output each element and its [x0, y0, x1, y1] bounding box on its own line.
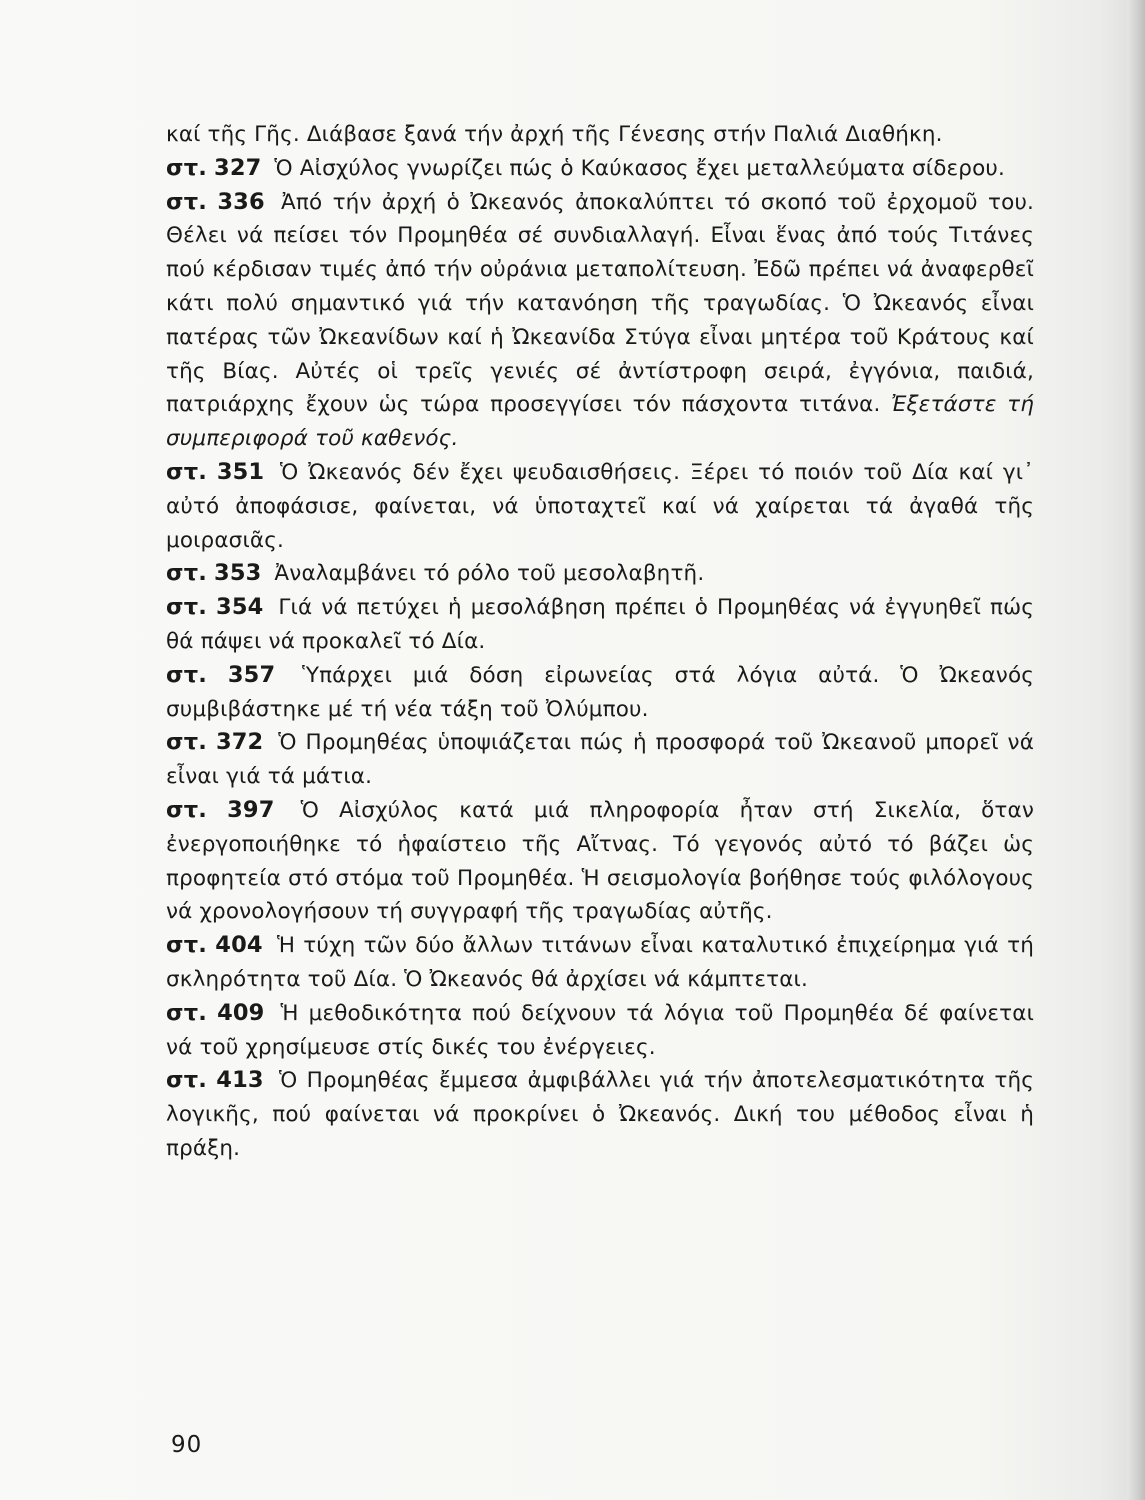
paragraph-text: Ὑπάρχει μιά δόση εἰρωνείας στά λόγια αὐτά. Ὁ Ὠκεανός συμβιβάστηκε μέ τή νέα τάξη τοῦ Ὀλύμπου. [166, 662, 1035, 722]
verse-number: 351 [216, 458, 265, 485]
verse-abbrev: στ. [166, 188, 208, 215]
paragraph-text: Ὁ Προμηθέας ὑποψιάζεται πώς ἡ προσφορά τοῦ Ὠκεανοῦ μπορεῖ νά εἶναι γιά τά μάτια. [166, 730, 1035, 790]
verse-abbrev: στ. [166, 594, 208, 621]
verse-number: 409 [217, 999, 265, 1026]
paragraph-verse-353 [166, 557, 1034, 591]
paragraph-text: Γιά νά πετύχει ἡ μεσολάβηση πρέπει ὁ Προμηθέας νά ἐγγυηθεῖ πώς θά πάψει νά προκαλεῖ τό Δία. [166, 595, 1035, 654]
paragraph-verse-409 [166, 997, 1034, 1065]
verse-abbrev: στ. [166, 932, 208, 959]
verse-number: 397 [227, 796, 275, 823]
verse-abbrev: στ. [166, 560, 208, 587]
verse-number: 336 [217, 188, 265, 215]
page-number: 90 [171, 1432, 203, 1458]
verse-number: 354 [216, 594, 264, 621]
paragraph-text: Ἀπό τήν ἀρχή ὁ Ὠκεανός ἀποκαλύπτει τό σκοπό τοῦ ἐρχομοῦ του. Θέλει νά πείσει τόν Προμηθέα σέ συνδιαλλαγή. Εἶναι ἕνας ἀπό τούς Τιτάνες πού κέρδισαν τιμές ἀπό τήν οὐράνια μεταπολίτευση. Ἐδῶ πρέπει νά ἀναφερθεῖ κάτι πολύ σημαντικό γιά τήν κατανόηση τῆς τραγωδίας. Ὁ Ὠκεανός εἶναι πατέρας τῶν Ὠκεανίδων καί ἡ Ὠκεανίδα Στύγα εἶναι μητέρα τοῦ Κράτους καί τῆς Βίας. Αὐτές οἱ τρεῖς γενιές σέ ἀντίστροφη σειρά, ἐγγόνια, παιδιά, πατριάρχης ἔχουν ὡς τώρα προσεγγίσει τόν πάσχοντα τιτάνα. [166, 189, 1035, 418]
verse-abbrev: στ. [166, 154, 208, 181]
verse-number: 404 [215, 932, 263, 959]
paragraph-verse-413 [166, 1064, 1034, 1165]
paragraph-verse-404 [166, 929, 1034, 997]
verse-abbrev: στ. [166, 796, 208, 823]
paragraph-verse-397 [166, 794, 1034, 929]
commentary-text [166, 118, 1034, 1166]
verse-abbrev: στ. [166, 458, 208, 485]
verse-number: 353 [214, 560, 262, 587]
paragraph-verse-372 [166, 726, 1034, 794]
paragraph-text: Ἡ μεθοδικότητα πού δείχνουν τά λόγια τοῦ Προμηθέα δέ φαίνεται νά τοῦ χρησίμευσε στίς δικές του ἐνέργειες. [166, 1000, 1035, 1060]
paragraph-verse-336 [166, 186, 1034, 456]
paragraph-text: Ὁ Προμηθέας ἔμμεσα ἀμφιβάλλει γιά τήν ἀποτελεσματικότητα τῆς λογικῆς, πού φαίνεται νά προκρίνει ὁ Ὠκεανός. Δική του μέθοδος εἶναι ἡ πράξη. [166, 1068, 1034, 1161]
verse-abbrev: στ. [166, 729, 208, 756]
paragraph-text: Ὁ Αἰσχύλος κατά μιά πληροφορία ἦταν στή Σικελία, ὅταν ἐνεργοποιήθηκε τό ἡφαίστειο τῆς Αἴτνας. Τό γεγονός αὐτό τό βάζει ὡς προφητεία στό στόμα τοῦ Προμηθέα. Ἡ σεισμολογία βοήθησε τούς φιλόλογους νά χρονολογήσουν τή συγγραφή τῆς τραγωδίας αὐτῆς. [166, 797, 1035, 925]
verse-number: 327 [214, 154, 262, 181]
verse-abbrev: στ. [166, 999, 208, 1026]
verse-abbrev: στ. [166, 661, 208, 688]
paragraph-text: Ὁ Ὠκεανός δέν ἔχει ψευδαισθήσεις. Ξέρει τό ποιόν τοῦ Δία καί γι᾿ αὐτό ἀποφάσισε, φαίνεται, νά ὑποταχτεῖ καί νά χαίρεται τά ἀγαθά τῆς μοιρασιᾶς. [166, 459, 1035, 553]
paragraph-verse-354 [166, 591, 1034, 659]
verse-abbrev: στ. [166, 1067, 208, 1094]
paragraph-text: καί τῆς Γῆς. Διάβασε ξανά τήν ἀρχή τῆς Γένεσης στήν Παλιά Διαθήκη. [166, 122, 943, 147]
verse-number: 413 [216, 1067, 264, 1094]
paragraph-text: Ἀναλαμβάνει τό ρόλο τοῦ μεσολαβητῆ. [274, 561, 705, 587]
verse-number: 357 [227, 661, 276, 688]
paragraph-continuation [166, 118, 1034, 152]
verse-number: 372 [215, 729, 264, 756]
paragraph-verse-351 [166, 456, 1034, 557]
paragraph-verse-327 [166, 152, 1034, 186]
page-binding-edge [1127, 0, 1145, 1500]
paragraph-italic-text: Ἐξετάστε τή συμπεριφορά τοῦ καθενός. [166, 392, 1034, 452]
paragraph-verse-357 [166, 659, 1034, 727]
paragraph-text: Ὁ Αἰσχύλος γνωρίζει πώς ὁ Καύκασος ἔχει μεταλλεύματα σίδερου. [274, 155, 1005, 181]
paragraph-text: Ἡ τύχη τῶν δύο ἄλλων τιτάνων εἶναι καταλυτικό ἐπιχείρημα γιά τή σκληρότητα τοῦ Δία. Ὁ Ὠκεανός θά ἀρχίσει νά κάμπτεται. [166, 933, 1034, 992]
